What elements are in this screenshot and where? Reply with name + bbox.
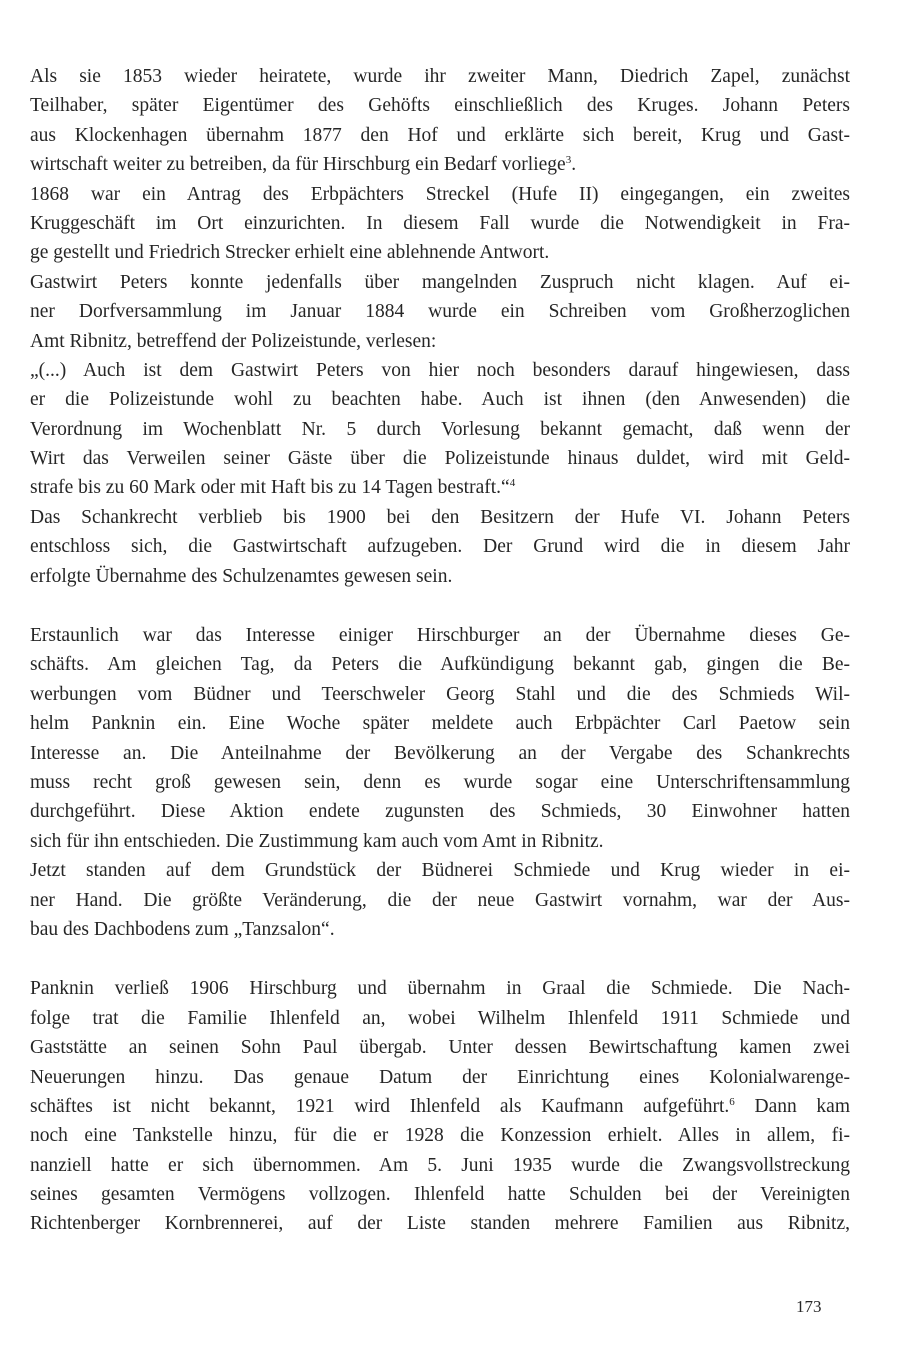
line-text: Als sie 1853 wieder heiratete, wurde ihr zweiter Mann, Diedrich Zapel, zunächst bbox=[30, 66, 850, 87]
line-text: muss recht groß gewesen sein, denn es wurde sogar eine Unterschriftensammlung bbox=[30, 771, 850, 793]
text-line bbox=[30, 915, 850, 944]
text-line bbox=[30, 856, 850, 885]
text-line bbox=[30, 650, 850, 679]
text-line bbox=[30, 1033, 850, 1062]
line-text: ner Hand. Die größte Veränderung, die der neue Gastwirt vornahm, war der Aus- bbox=[30, 889, 850, 911]
text-line bbox=[30, 150, 850, 179]
footnote-marker: 6 bbox=[729, 1095, 735, 1108]
text-line bbox=[30, 1180, 850, 1209]
line-text: noch eine Tankstelle hinzu, für die er 1928 die Konzession erhielt. Alles in allem, fi- bbox=[30, 1125, 850, 1147]
paragraph bbox=[30, 974, 850, 1239]
text-line bbox=[30, 1092, 850, 1121]
page-number: 173 bbox=[796, 1297, 822, 1316]
text-line bbox=[30, 1121, 850, 1150]
paragraph bbox=[30, 268, 850, 356]
footnote-marker: 4 bbox=[509, 477, 516, 490]
text-line bbox=[30, 1063, 850, 1092]
line-text-after-footnote: . bbox=[571, 154, 577, 176]
footnote-marker: 3 bbox=[565, 154, 572, 167]
line-text: Kruggeschäft im Ort einzurichten. In diesem Fall wurde die Notwendigkeit in Fra- bbox=[30, 212, 850, 234]
line-text: schäfts. Am gleichen Tag, da Peters die Aufkündigung bekannt gab, gingen die Be- bbox=[30, 654, 850, 676]
line-text: seines gesamten Vermögens vollzogen. Ihlenfeld hatte Schulden bei der Vereinigten bbox=[30, 1184, 850, 1206]
text-line bbox=[30, 886, 850, 915]
text-line bbox=[30, 503, 850, 532]
line-text: 1868 war ein Antrag des Erbpächters Streckel (Hufe II) eingegangen, ein zweites bbox=[30, 183, 850, 205]
line-text: helm Panknin ein. Eine Woche später meldete auch Erbpächter Carl Paetow sein bbox=[30, 713, 850, 735]
text-line bbox=[30, 768, 850, 797]
line-text: Erstaunlich war das Interesse einiger Hirschburger an der Übernahme dieses Ge- bbox=[30, 625, 850, 647]
line-text: Panknin verließ 1906 Hirschburg und übernahm in Graal die Schmiede. Die Nach- bbox=[30, 978, 850, 1000]
text-line bbox=[30, 327, 850, 356]
page-body bbox=[30, 62, 850, 1239]
line-text: erfolgte Übernahme des Schulzenamtes gewesen sein. bbox=[30, 565, 453, 587]
text-line bbox=[30, 1151, 850, 1180]
line-text: nanziell hatte er sich übernommen. Am 5. Juni 1935 wurde die Zwangsvollstreckung bbox=[30, 1154, 850, 1176]
text-line bbox=[30, 680, 850, 709]
text-line bbox=[30, 415, 850, 444]
paragraph-spacer bbox=[30, 944, 850, 974]
text-line bbox=[30, 797, 850, 826]
line-text-after-footnote: Dann kam bbox=[734, 1095, 851, 1117]
text-line bbox=[30, 444, 850, 473]
text-line bbox=[30, 62, 850, 91]
text-line bbox=[30, 621, 850, 650]
line-text: Jetzt standen auf dem Grundstück der Büdnerei Schmiede und Krug wieder in ei- bbox=[30, 860, 850, 882]
line-text: Richtenberger Kornbrennerei, auf der Liste standen mehrere Familien aus Ribnitz, bbox=[30, 1213, 850, 1235]
line-text: Wirt das Verweilen seiner Gäste über die Polizeistunde hinaus duldet, wird mit Geld- bbox=[30, 448, 850, 470]
line-text: Neuerungen hinzu. Das genaue Datum der Einrichtung eines Kolonialwarenge- bbox=[30, 1066, 850, 1088]
line-text: strafe bis zu 60 Mark oder mit Haft bis zu 14 Tagen bestraft.“ bbox=[30, 477, 510, 499]
line-text: Interesse an. Die Anteilnahme der Bevölkerung an der Vergabe des Schankrechts bbox=[30, 742, 850, 764]
line-text: Amt Ribnitz, betreffend der Polizeistunde, verlesen: bbox=[30, 330, 437, 352]
paragraph bbox=[30, 856, 850, 944]
line-text: Teilhaber, später Eigentümer des Gehöfts einschließlich des Kruges. Johann Peters bbox=[30, 95, 850, 117]
line-text: Gastwirt Peters konnte jedenfalls über mangelnden Zuspruch nicht klagen. Auf ei- bbox=[30, 271, 850, 293]
line-text: ge gestellt und Friedrich Strecker erhielt eine ablehnende Antwort. bbox=[30, 242, 550, 264]
line-text: folge trat die Familie Ihlenfeld an, wobei Wilhelm Ihlenfeld 1911 Schmiede und bbox=[30, 1007, 850, 1029]
text-line bbox=[30, 297, 850, 326]
text-line bbox=[30, 268, 850, 297]
paragraph bbox=[30, 503, 850, 591]
line-text: ner Dorfversammlung im Januar 1884 wurde ein Schreiben vom Großherzoglichen bbox=[30, 301, 850, 323]
line-text: schäftes ist nicht bekannt, 1921 wird Ihlenfeld als Kaufmann aufgeführt. bbox=[30, 1095, 730, 1117]
text-line bbox=[30, 562, 850, 591]
line-text: sich für ihn entschieden. Die Zustimmung kam auch vom Amt in Ribnitz. bbox=[30, 830, 604, 852]
text-line bbox=[30, 91, 850, 120]
line-text: durchgeführt. Diese Aktion endete zugunsten des Schmieds, 30 Einwohner hatten bbox=[30, 801, 850, 823]
line-text: „(...) Auch ist dem Gastwirt Peters von hier noch besonders darauf hingewiesen, dass bbox=[30, 359, 850, 381]
text-line bbox=[30, 532, 850, 561]
line-text: entschloss sich, die Gastwirtschaft aufzugeben. Der Grund wird die in diesem Jahr bbox=[30, 536, 850, 558]
line-text: Gaststätte an seinen Sohn Paul übergab. Unter dessen Bewirtschaftung kamen zwei bbox=[30, 1037, 850, 1059]
paragraph bbox=[30, 356, 850, 503]
text-line bbox=[30, 974, 850, 1003]
text-line bbox=[30, 385, 850, 414]
text-line bbox=[30, 356, 850, 385]
line-text: werbungen vom Büdner und Teerschweler Georg Stahl und die des Schmieds Wil- bbox=[30, 683, 850, 705]
paragraph bbox=[30, 621, 850, 856]
text-line bbox=[30, 209, 850, 238]
paragraph bbox=[30, 62, 850, 180]
line-text: Das Schankrecht verblieb bis 1900 bei den Besitzern der Hufe VI. Johann Peters bbox=[30, 506, 850, 528]
text-line bbox=[30, 1004, 850, 1033]
text-line bbox=[30, 473, 850, 502]
line-text: Verordnung im Wochenblatt Nr. 5 durch Vorlesung bekannt gemacht, daß wenn der bbox=[30, 418, 850, 440]
line-text: wirtschaft weiter zu betreiben, da für Hirschburg ein Bedarf vorliege bbox=[30, 154, 566, 176]
text-line bbox=[30, 739, 850, 768]
text-line bbox=[30, 1209, 850, 1238]
text-line bbox=[30, 121, 850, 150]
text-line bbox=[30, 827, 850, 856]
text-line bbox=[30, 180, 850, 209]
line-text: er die Polizeistunde wohl zu beachten habe. Auch ist ihnen (den Anwesenden) die bbox=[30, 389, 850, 411]
paragraph-spacer bbox=[30, 591, 850, 621]
text-line bbox=[30, 238, 850, 267]
line-text: aus Klockenhagen übernahm 1877 den Hof und erklärte sich bereit, Krug und Gast- bbox=[30, 124, 850, 146]
paragraph bbox=[30, 180, 850, 268]
text-line bbox=[30, 709, 850, 738]
line-text: bau des Dachbodens zum „Tanzsalon“. bbox=[30, 918, 335, 940]
